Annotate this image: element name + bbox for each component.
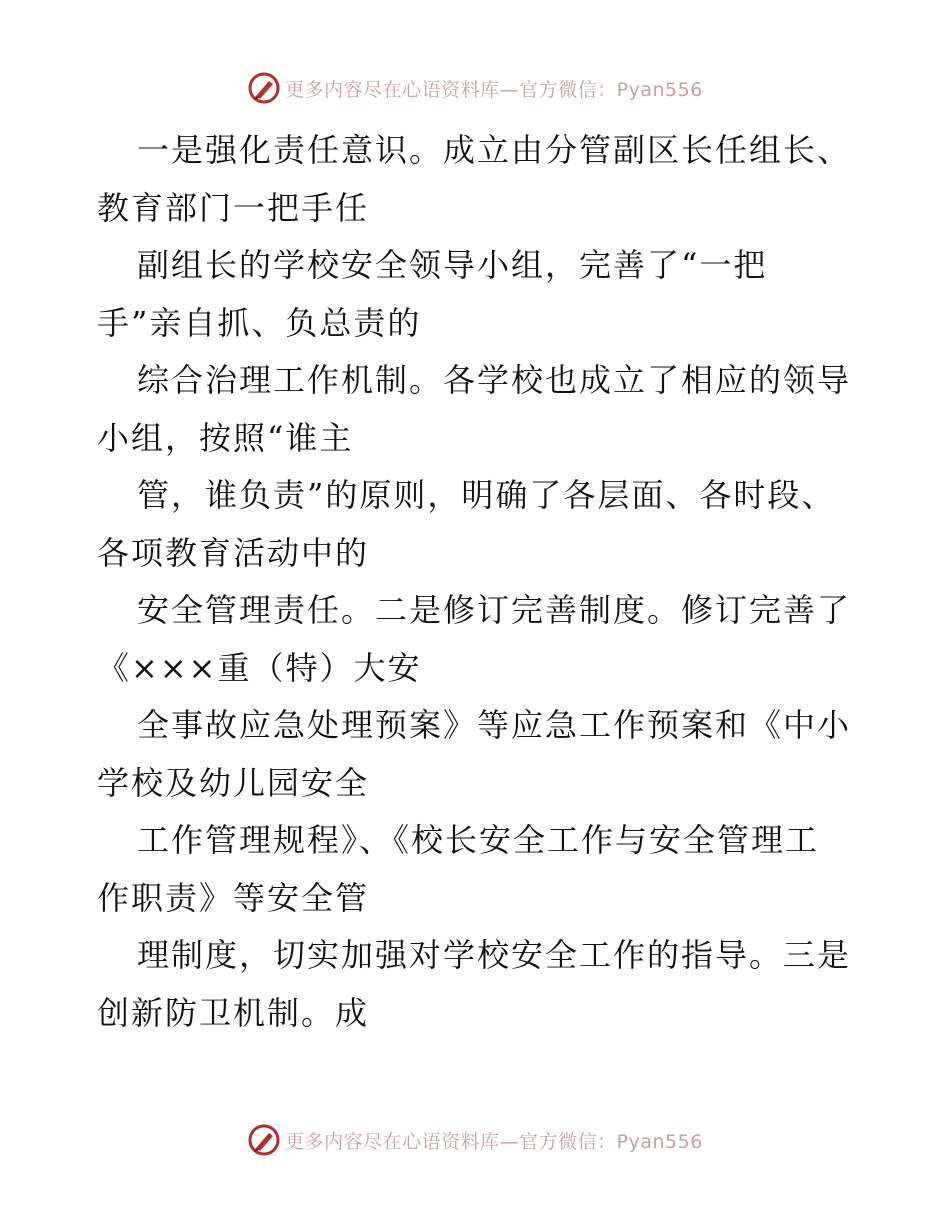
text-line: 理制度，切实加强对学校安全工作的指导。三是 bbox=[137, 936, 852, 974]
pen-logo-icon bbox=[247, 1123, 281, 1157]
watermark-text: 更多内容尽在心语资料库—官方微信：Pyan556 bbox=[285, 78, 703, 101]
text-line: 各项教育活动中的 bbox=[97, 533, 370, 572]
text-line: 教育部门一把手任 bbox=[97, 188, 370, 227]
text-line: 手”亲自抓、负总责的 bbox=[97, 303, 422, 342]
wechat-id: Pyan556 bbox=[616, 1130, 703, 1153]
document-body bbox=[97, 122, 857, 1042]
text-line: 《×××重（特）大安 bbox=[97, 648, 422, 687]
text-line: 作职责》等安全管 bbox=[97, 878, 370, 917]
wechat-id: Pyan556 bbox=[616, 78, 703, 101]
text-line: 副组长的学校安全领导小组，完善了“一把 bbox=[137, 246, 768, 284]
text-line: 管，谁负责”的原则，明确了各层面、各时段、 bbox=[137, 476, 836, 514]
text-line: 工作管理规程》、《校长安全工作与安全管理工 bbox=[137, 821, 820, 859]
text-line: 学校及幼儿园安全 bbox=[97, 763, 370, 802]
pen-logo-icon bbox=[247, 71, 281, 105]
footer-watermark bbox=[0, 1120, 950, 1160]
text-line: 安全管理责任。二是修订完善制度。修订完善了 bbox=[137, 591, 852, 629]
text-line: 综合治理工作机制。各学校也成立了相应的领导 bbox=[137, 361, 852, 399]
text-line: 全事故应急处理预案》等应急工作预案和《中小 bbox=[137, 706, 852, 744]
text-line: 创新防卫机制。成 bbox=[97, 993, 370, 1032]
header-watermark bbox=[0, 68, 950, 108]
watermark-text: 更多内容尽在心语资料库—官方微信：Pyan556 bbox=[285, 1130, 703, 1153]
text-line: 一是强化责任意识。成立由分管副区长任组长、 bbox=[137, 131, 852, 169]
text-line: 小组，按照“谁主 bbox=[97, 418, 354, 457]
